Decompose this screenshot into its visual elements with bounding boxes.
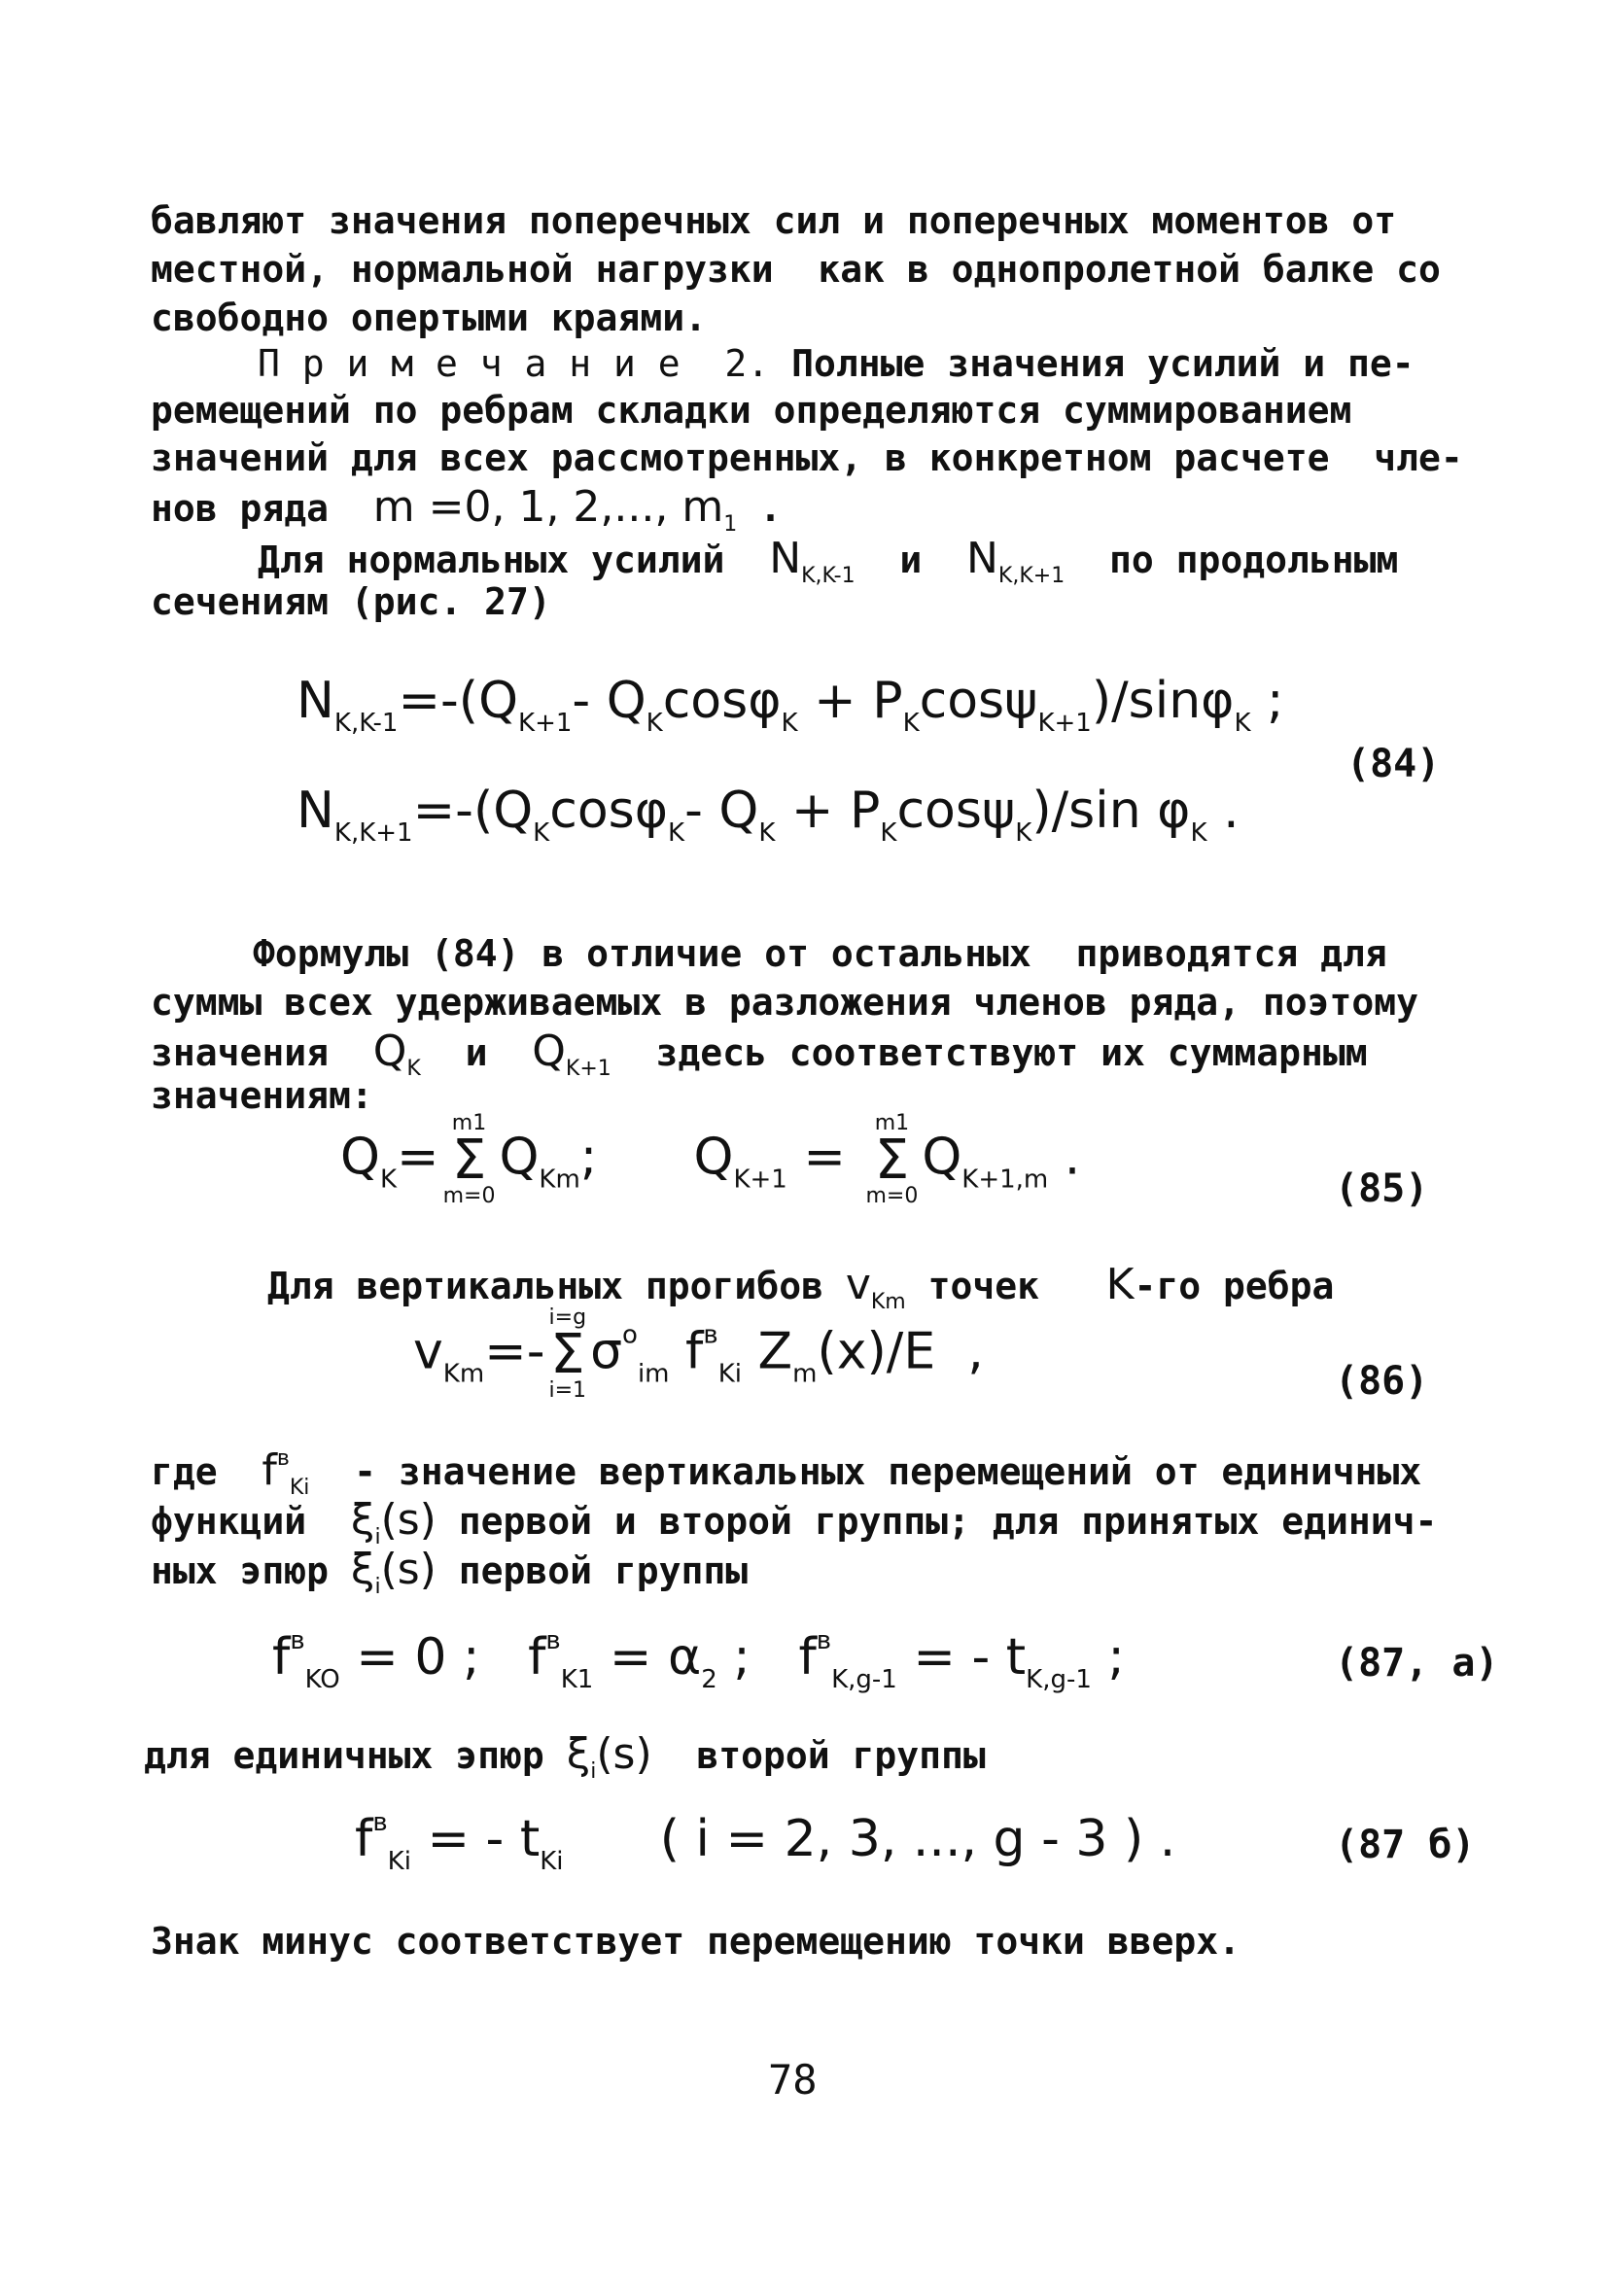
text-line: значений для всех рассмотренных, в конкретном расчете чле- — [151, 436, 1463, 479]
text-line: значения $Q_K$ и $Q_{K+1}$ здесь соответствуют их суммарным — [151, 1026, 1368, 1081]
note-heading: П р и м е ч а н и е 2. — [258, 342, 770, 385]
text-line: Знак минус соответствует перемещению точки вверх. — [151, 1920, 1241, 1963]
note-text: Полные значения усилий и пе- — [769, 342, 1415, 385]
formula-85: $Q_K=$ m1 Σ m=0 $Q_{Km}$; $Q_{K+1}$ = m1 Σ m=0 $Q_{K+1,m}$ . — [340, 1111, 1081, 1209]
page-number: 78 — [768, 2056, 818, 2104]
symbol-xi: $\xi_i(s)$ — [350, 1545, 437, 1599]
symbol-qk: $Q_K$ — [372, 1026, 421, 1081]
text-line: ремещений по ребрам складки определяются суммированием — [151, 389, 1352, 432]
formula-84b: $N_{K,K+1}=-(Q_K\cos\varphi_K-$ $Q_K + P_K\cos\psi_K)/\sin$ $\varphi_K$ . — [297, 782, 1240, 848]
sum-operator: m1 Σ m=0 — [442, 1111, 496, 1209]
text-line: Для вертикальных прогибов $v_{Km}$ точек K-го ребра — [267, 1260, 1335, 1314]
text-line: нов ряда m =0, 1, 2,..., $m_1$ . — [151, 482, 782, 537]
symbol-xi: $\xi_i(s)$ — [566, 1729, 652, 1784]
equation-number: (84) — [1346, 742, 1441, 786]
text-line: Формулы (84) в отличие от остальных приводятся для — [253, 932, 1387, 975]
sum-operator: i=g Σ i=1 — [548, 1305, 587, 1404]
symbol-fki: $f^в_{Ki}$ — [262, 1445, 310, 1500]
equation-number: (87 б) — [1335, 1823, 1476, 1867]
text-line: Для нормальных усилий $N_{K,K-1}$ и $N_{K,K+1}$ по продольным — [258, 534, 1399, 588]
note-line — [258, 342, 1415, 385]
text-line: где $f^в_{Ki}$ - значение вертикальных перемещений от единичных — [151, 1445, 1422, 1500]
text-line: ных эпюр $\xi_i(s)$ первой группы — [151, 1545, 749, 1599]
text-line: функций $\xi_i(s)$ первой и второй группы; для принятых единич- — [151, 1495, 1438, 1549]
text-line: суммы всех удерживаемых в разложения членов ряда, поэтому — [151, 981, 1419, 1024]
symbol-xi: $\xi_i(s)$ — [350, 1495, 437, 1549]
text-line: сечениям (рис. 27) — [151, 580, 551, 623]
sum-operator: m1 Σ m=0 — [865, 1111, 919, 1209]
text-line: для единичных эпюр $\xi_i(s)$ второй группы — [144, 1729, 986, 1784]
equation-number: (85) — [1335, 1166, 1429, 1211]
text-line: свободно опертыми краями. — [151, 296, 707, 339]
text-line: местной, нормальной нагрузки как в однопролетной балке со — [151, 248, 1441, 291]
symbol-qk1: $Q_{K+1}$ — [532, 1026, 611, 1081]
symbol-n-k-k1: $N_{K,K+1}$ — [966, 534, 1066, 588]
series-expression: m =0, 1, 2,..., $m_1$ — [372, 482, 738, 537]
equation-number: (87, a) — [1335, 1641, 1499, 1686]
formula-87b: $f^в_{Ki}$ = - $t_{Ki}$ ( i = 2, 3, ..., g - 3 ) . — [355, 1808, 1176, 1876]
formula-87a: $f^в_{KO} = 0$ ; $f^в_{K1} = \alpha_2$ ; $f^в_{K,g-1}$ = - $t_{K,g-1}$ ; — [272, 1626, 1125, 1694]
formula-86: $v_{Km}=-$ i=g Σ i=1 $\sigma^o_{im}$ $f^в_{Ki}$ $Z_m(x)/E$ , — [413, 1305, 984, 1404]
text-line: бавляют значения поперечных сил и поперечных моментов от — [151, 199, 1397, 242]
symbol-vkm: $v_{Km}$ — [845, 1260, 906, 1314]
symbol-n-k-k-1: $N_{K,K-1}$ — [769, 534, 856, 588]
equation-number: (86) — [1335, 1359, 1429, 1404]
text-line: значениям: — [151, 1074, 373, 1117]
formula-84a: $N_{K,K-1}=-(Q_{K+1}-$ $Q_K\cos\varphi_K + P_K\cos\psi_{K+1})/\sin\varphi_K$ ; — [297, 672, 1284, 738]
